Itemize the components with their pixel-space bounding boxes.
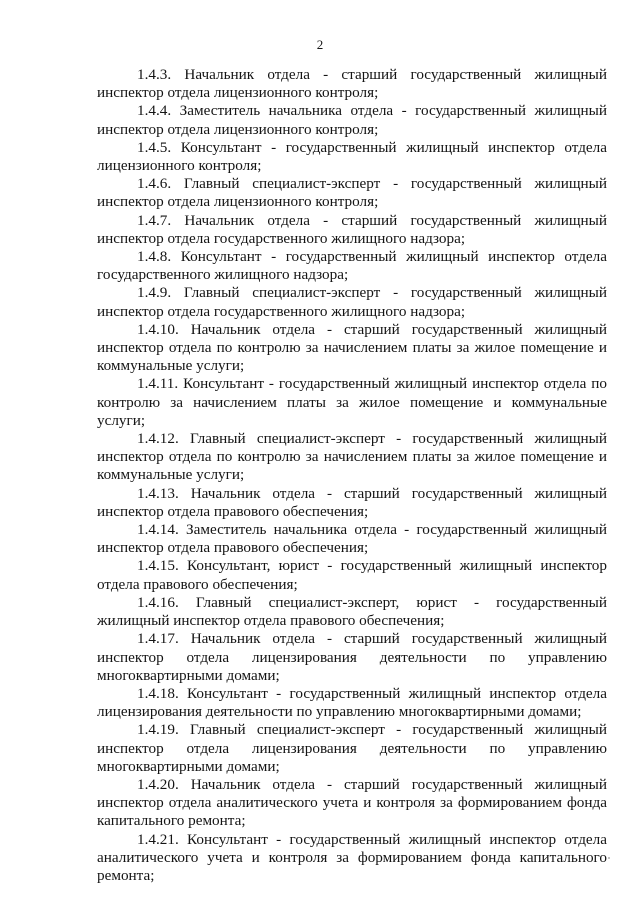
- list-item: 1.4.17. Начальник отдела - старший государственный жилищный инспектор отдела лицензирования деятельности по управлению многоквартирными домами;: [97, 630, 607, 684]
- list-item: 1.4.19. Главный специалист-эксперт - государственный жилищный инспектор отдела лицензирования деятельности по управлению многоквартирными домами;: [97, 721, 607, 775]
- list-item: 1.4.3. Начальник отдела - старший государственный жилищный инспектор отдела лицензионного контроля;: [97, 66, 607, 102]
- page-number: 2: [316, 37, 324, 52]
- list-item: 1.4.12. Главный специалист-эксперт - государственный жилищный инспектор отдела по контролю за начислением платы за жилое помещение и коммунальные услуги;: [97, 430, 607, 484]
- list-item: 1.4.18. Консультант - государственный жилищный инспектор отдела лицензирования деятельности по управлению многоквартирными домами;: [97, 684, 607, 721]
- list-item: 1.4.9. Главный специалист-эксперт - государственный жилищный инспектор отдела государственного жилищного надзора;: [97, 284, 607, 320]
- list-item: 1.4.16. Главный специалист-эксперт, юрист - государственный жилищный инспектор отдела правового обеспечения;: [97, 593, 607, 630]
- list-item: 1.4.14. Заместитель начальника отдела - государственный жилищный инспектор отдела правового обеспечения;: [97, 521, 607, 557]
- list-item: 1.4.21. Консультант - государственный жилищный инспектор отдела аналитического учета и контроля за формированием фонда капитального ремонта;: [97, 830, 607, 884]
- list-item: 1.4.8. Консультант - государственный жилищный инспектор отдела государственного жилищного надзора;: [97, 248, 607, 284]
- list-item: 1.4.4. Заместитель начальника отдела - государственный жилищный инспектор отдела лицензионного контроля;: [97, 102, 607, 138]
- list-item: 1.4.5. Консультант - государственный жилищный инспектор отдела лицензионного контроля;: [97, 138, 607, 175]
- scan-speck: [608, 857, 610, 859]
- list-item: 1.4.11. Консультант - государственный жилищный инспектор отдела по контролю за начислением платы за жилое помещение и коммунальные услуги;: [97, 375, 607, 429]
- list-item: 1.4.15. Консультант, юрист - государственный жилищный инспектор отдела правового обеспечения;: [97, 557, 607, 593]
- list-item: 1.4.6. Главный специалист-эксперт - государственный жилищный инспектор отдела лицензионного контроля;: [97, 175, 607, 211]
- document-body: [97, 66, 607, 885]
- list-item: 1.4.20. Начальник отдела - старший государственный жилищный инспектор отдела аналитического учета и контроля за формированием фонда капитального ремонта;: [97, 775, 607, 830]
- list-item: 1.4.10. Начальник отдела - старший государственный жилищный инспектор отдела по контролю за начислением платы за жилое помещение и коммунальные услуги;: [97, 320, 607, 375]
- list-item: 1.4.13. Начальник отдела - старший государственный жилищный инспектор отдела правового обеспечения;: [97, 484, 607, 520]
- list-item: 1.4.7. Начальник отдела - старший государственный жилищный инспектор отдела государственного жилищного надзора;: [97, 211, 607, 247]
